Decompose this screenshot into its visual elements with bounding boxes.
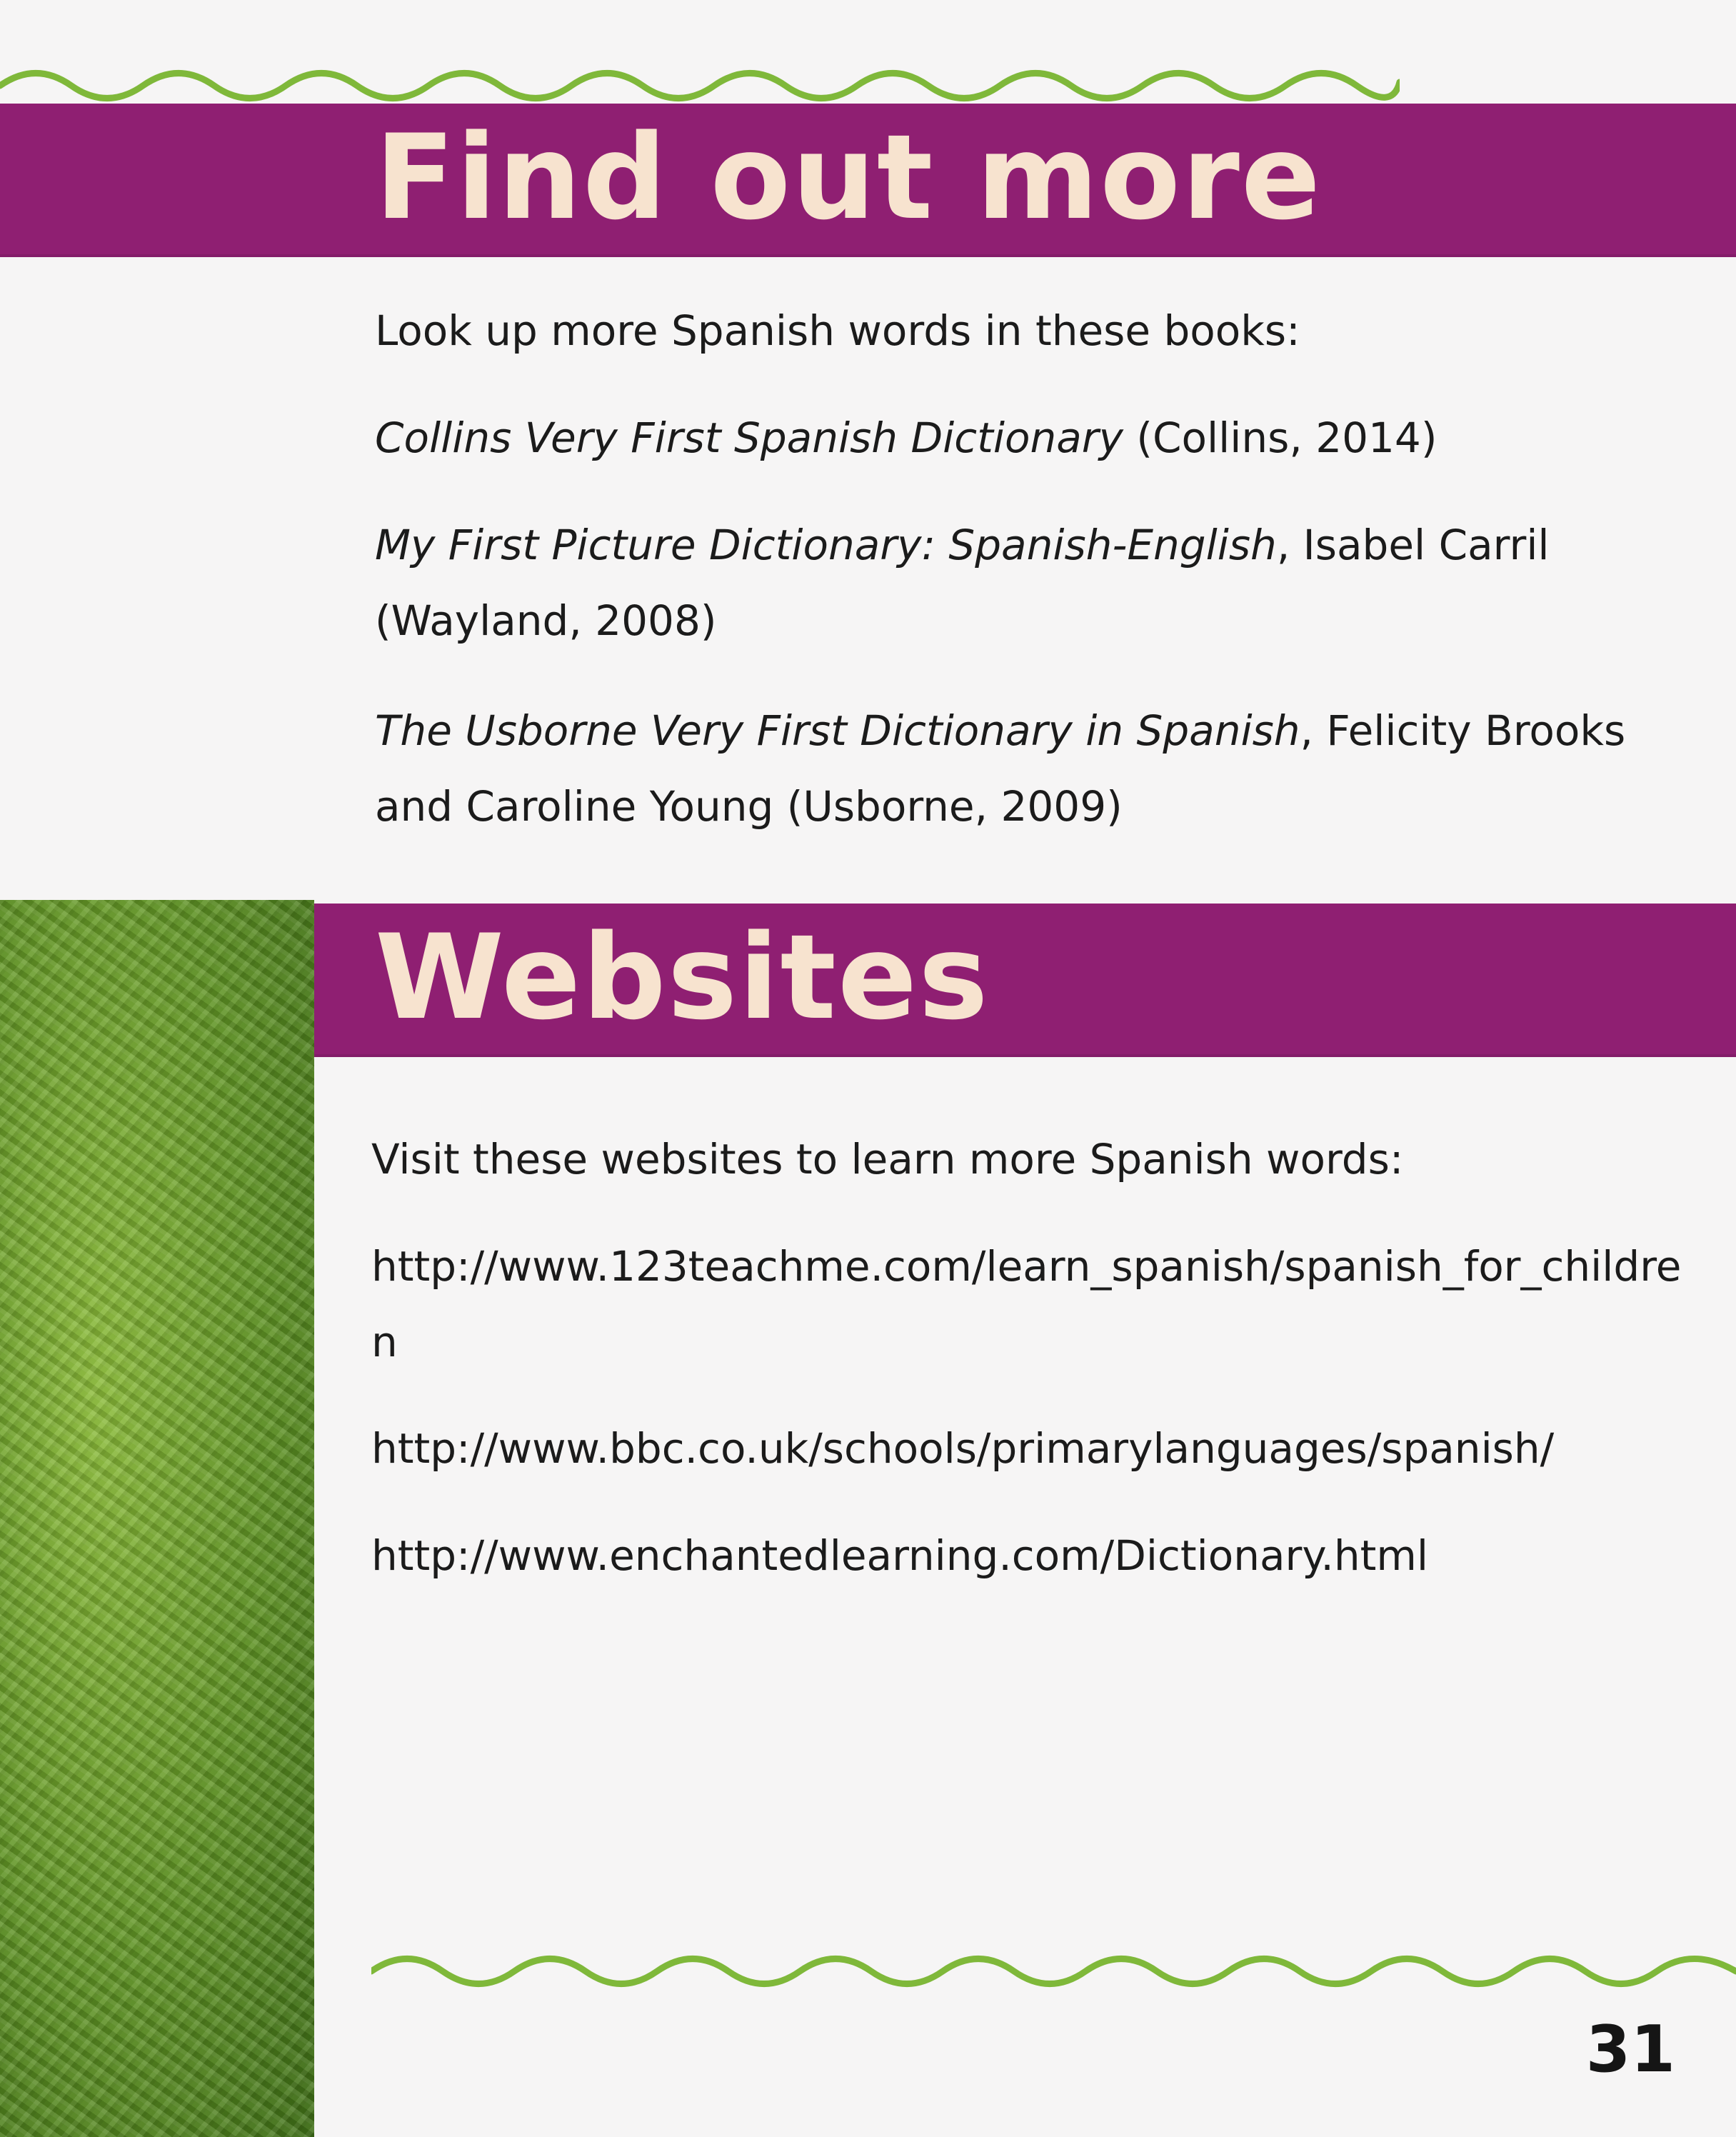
page-number: 31	[1585, 2012, 1675, 2087]
book-title: My First Picture Dictionary: Spanish-English	[375, 521, 1277, 569]
websites-banner	[314, 904, 1736, 1057]
wavy-line-bottom	[371, 1939, 1736, 2003]
green-textured-panel	[0, 900, 314, 2137]
book-entry	[375, 507, 1610, 659]
book-details: (Collins, 2014)	[1123, 414, 1438, 462]
books-intro: Look up more Spanish words in these books:	[375, 306, 1300, 355]
book-entry	[375, 693, 1703, 844]
website-link[interactable]: http://www.enchantedlearning.com/Dictionary.html	[371, 1531, 1428, 1580]
book-details: , Isabel Carril (Wayland, 2008)	[375, 521, 1550, 645]
book-title: The Usborne Very First Dictionary in Spanish	[375, 706, 1300, 755]
websites-heading: Websites	[375, 909, 990, 1046]
website-link[interactable]: http://www.bbc.co.uk/schools/primarylanguages/spanish/	[371, 1424, 1555, 1473]
book-title: Collins Very First Spanish Dictionary	[375, 414, 1123, 462]
book-entry	[375, 400, 1437, 476]
find-out-more-heading: Find out more	[375, 109, 1323, 246]
book-details: , Felicity Brooks and Caroline Young (Usborne, 2009)	[375, 706, 1626, 831]
website-link[interactable]: http://www.123teachme.com/learn_spanish/spanish_for_children	[371, 1242, 1682, 1366]
websites-intro: Visit these websites to learn more Spanish words:	[371, 1135, 1404, 1183]
find-out-more-banner	[0, 104, 1736, 257]
